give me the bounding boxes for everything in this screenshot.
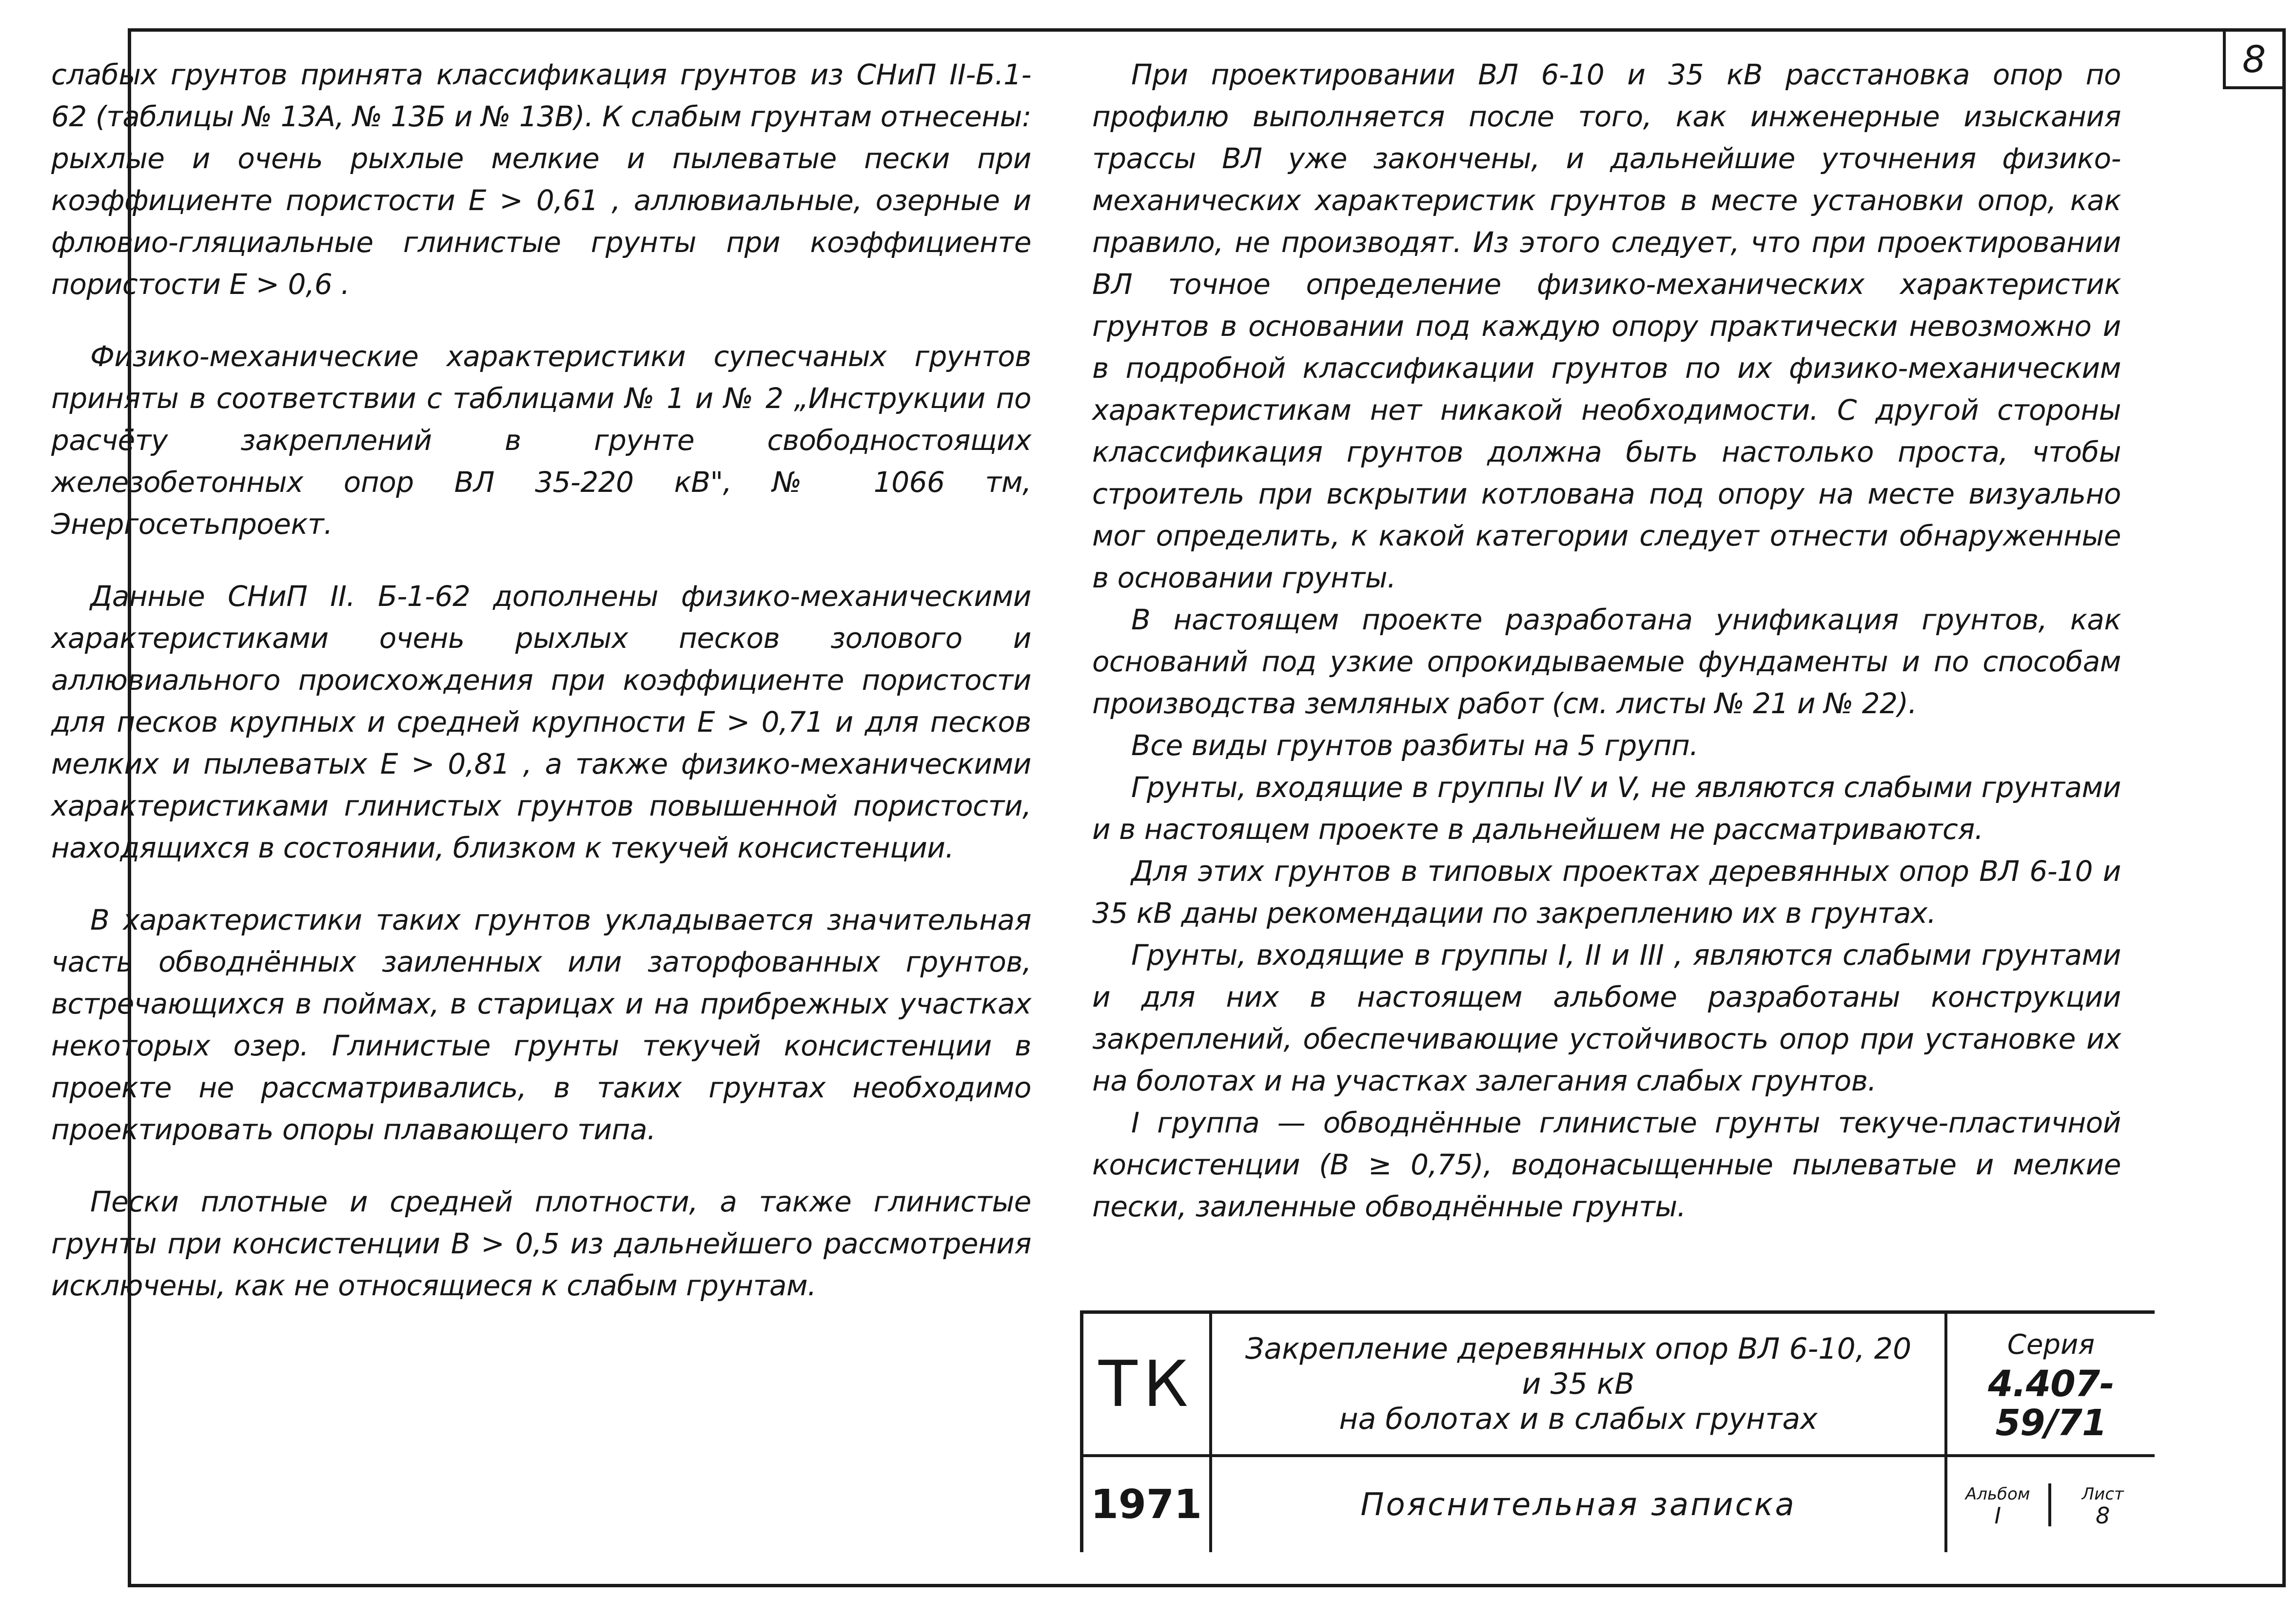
stamp-album [1947, 1483, 2051, 1529]
stamp-sheet [2051, 1483, 2155, 1529]
stamp-title [1212, 1314, 1947, 1457]
stamp-sheet-value: 8 [2096, 1502, 2110, 1529]
left-paragraph: Пески плотные и средней плотности, а также глинистые грунты при консистенции В > 0,5 из дальнейшего рассмотрения исключены, как не относящиеся к слабым грунтам. [51, 1185, 1031, 1302]
stamp-organization: ТК [1083, 1314, 1212, 1457]
stamp-series-label: Серия [2007, 1329, 2095, 1361]
right-paragraph: Все виды грунтов разбиты на 5 групп. [1131, 729, 1699, 762]
sheet-number-box: 8 [2223, 32, 2282, 89]
stamp-album-sheet [1947, 1457, 2155, 1552]
stamp-album-value: I [1994, 1502, 2002, 1529]
right-paragraph: I группа — обводнённые глинистые грунты текуче-пластичной консистенции (В ≥ 0,75), водонасыщенные пылеватые и мелкие пески, заиленные обводнённые грунты. [1092, 1106, 2121, 1223]
stamp-document-name: Пояснительная записка [1212, 1457, 1947, 1552]
stamp-title-line: Закрепление деревянных опор ВЛ 6-10, 20 и 35 кВ [1245, 1332, 1912, 1401]
left-paragraph: В характеристики таких грунтов укладывается значительная часть обводнённых заиленных или заторфованных грунтов, встречающихся в поймах, в старицах и на прибрежных участках некоторых озер. Глинистые грунты текучей консистенции в проекте не рассматривались, в таких грунтах необходимо проектировать опоры плавающего типа. [51, 903, 1031, 1146]
stamp-year: 1971 [1083, 1457, 1212, 1552]
right-text-column [1092, 54, 2121, 1228]
stamp-title-line: на болотах и в слабых грунтах [1339, 1402, 1818, 1436]
left-paragraph: слабых грунтов принята классификация грунтов из СНиП II-Б.1-62 (таблицы № 13А, № 13Б и № 13В). К слабым грунтам отнесены: рыхлые и очень рыхлые мелкие и пылеватые пески при коэффициенте пористости Е > 0,61 , аллювиальные, озерные и флювио-гляциальные глинистые грунты при коэффициенте пористости Е > 0,6 . [51, 58, 1031, 301]
left-text-column [51, 54, 1031, 1306]
right-paragraph: Грунты, входящие в группы I, II и III , являются слабыми грунтами и для них в настоящем альбоме разработаны конструкции закреплений, обеспечивающие устойчивость опор при установке их на болотах и на участках залегания слабых грунтов. [1092, 938, 2121, 1097]
left-paragraph: Данные СНиП II. Б-1-62 дополнены физико-механическими характеристиками очень рыхлых песков золового и аллювиального происхождения при коэффициенте пористости для песков крупных и средней крупности Е > 0,71 и для песков мелких и пылеватых Е > 0,81 , а также физико-механическими характеристиками глинистых грунтов повышенной пористости, находящихся в состоянии, близком к текучей консистенции. [51, 580, 1031, 864]
right-paragraph: Для этих грунтов в типовых проектах деревянных опор ВЛ 6-10 и 35 кВ даны рекомендации по закреплению их в грунтах. [1092, 855, 2121, 930]
title-block [1080, 1310, 2155, 1552]
stamp-album-label: Альбом [1965, 1484, 2030, 1504]
stamp-series [1947, 1314, 2155, 1457]
right-paragraph: Грунты, входящие в группы IV и V, не являются слабыми грунтами и в настоящем проекте в дальнейшем не рассматриваются. [1092, 771, 2121, 846]
stamp-sheet-label: Лист [2081, 1484, 2124, 1504]
left-paragraph: Физико-механические характеристики супесчаных грунтов приняты в соответствии с таблицами № 1 и № 2 „Инструкции по расчёту закреплений в грунте свободностоящих железобетонных опор ВЛ 35-220 кВ", № 1066 тм, Энергосетьпроект. [51, 340, 1031, 541]
right-paragraph: В настоящем проекте разработана унификация грунтов, как оснований под узкие опрокидываемые фундаменты и по способам производства земляных работ (см. листы № 21 и № 22). [1092, 603, 2121, 720]
stamp-series-value: 4.407-59/71 [1988, 1363, 2114, 1444]
right-paragraph: При проектировании ВЛ 6-10 и 35 кВ расстановка опор по профилю выполняется после того, как инженерные изыскания трассы ВЛ уже закончены, и дальнейшие уточнения физико-механических характеристик грунтов в месте установки опор, как правило, не производят. Из этого следует, что при проектировании ВЛ точное определение физико-механических характеристик грунтов в основании под каждую опору практически невозможно и в подробной классификации грунтов по их физико-механическим характеристикам нет никакой необходимости. С другой стороны классификация грунтов должна быть настолько проста, чтобы строитель при вскрытии котлована под опору на месте визуально мог определить, к какой категории следует отнести обнаруженные в основании грунты. [1092, 58, 2121, 594]
